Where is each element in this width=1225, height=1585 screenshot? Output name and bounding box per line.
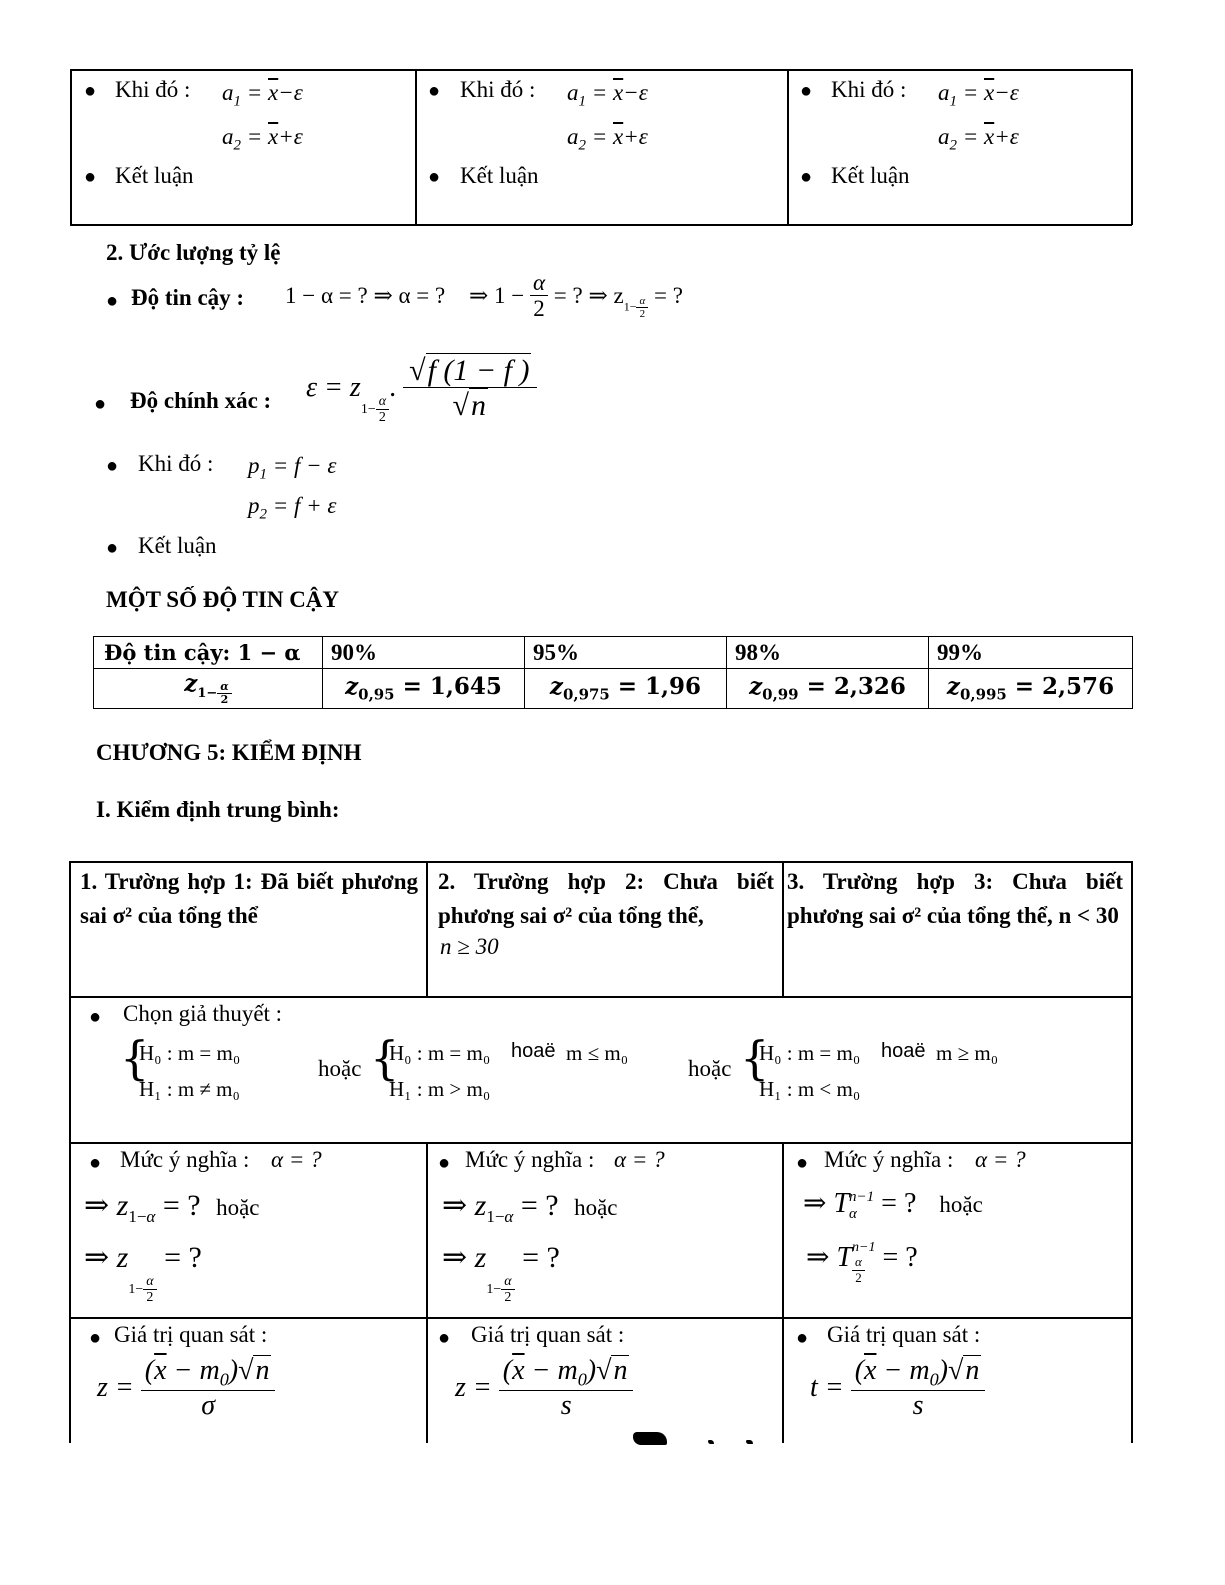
z-statistic-formula: z = $\frac{(\overline{x} - m_0)√n}{\sigma}$ bbox=[97, 1355, 275, 1421]
z-value: $z_{0,995} = 2,576$ bbox=[929, 669, 1133, 709]
hoac-text: hoặc bbox=[688, 1056, 732, 1081]
bullet-icon: ● bbox=[106, 537, 119, 559]
bullet-icon: ● bbox=[106, 290, 119, 312]
khi-do-label: Khi đó : bbox=[460, 77, 536, 102]
a1-formula: $a_1 = \overline{x}-\varepsilon$ bbox=[938, 80, 1019, 110]
hoae-text: hoaë bbox=[511, 1040, 556, 1062]
muc-y-nghia-label: Mức ý nghĩa : bbox=[824, 1147, 954, 1172]
z-critical-two-sided: ⇒ z1− $\frac{\alpha}{2}$ = ? bbox=[84, 1241, 202, 1306]
bullet-icon: ● bbox=[89, 1152, 102, 1174]
bullet-icon: ● bbox=[89, 1006, 102, 1028]
muc-y-nghia-label: Mức ý nghĩa : bbox=[120, 1147, 250, 1172]
case-2-condition: n ≥ 30 bbox=[440, 934, 499, 959]
z-value: $z_{0,95} = 1,645$ bbox=[323, 669, 525, 709]
z-critical-formula: ⇒ $z_{1-\alpha}$ = ? hoặc bbox=[84, 1189, 260, 1226]
khi-do-label: Khi đó : bbox=[831, 77, 907, 102]
brace-icon: { bbox=[370, 1031, 400, 1085]
t-statistic-formula: t = $\frac{(\overline{x} - m_0)√n}{s}$ bbox=[810, 1355, 985, 1421]
bullet-icon: ● bbox=[106, 455, 119, 477]
t-critical-two-sided: ⇒ T n−1 $\frac{\alpha}{2}$ = ? bbox=[806, 1240, 918, 1285]
h0-text: H₀ : m = m₀ bbox=[389, 1041, 491, 1065]
gia-tri-label: Giá trị quan sát : bbox=[827, 1322, 981, 1347]
level-98: 98% bbox=[727, 637, 929, 669]
chon-gia-thuyet-label: Chọn giả thuyết : bbox=[123, 1001, 283, 1026]
z-critical-formula: ⇒ $z_{1-\alpha}$ = ? hoặc bbox=[442, 1189, 618, 1226]
a1-formula: $a_1 = \overline{x}-\varepsilon$ bbox=[567, 80, 648, 110]
a2-formula: $a_2 = \overline{x}+\varepsilon$ bbox=[222, 124, 303, 154]
z-value: $z_{0,975} = 1,96$ bbox=[525, 669, 727, 709]
gia-tri-label: Giá trị quan sát : bbox=[471, 1322, 625, 1347]
a2-formula: $a_2 = \overline{x}+\varepsilon$ bbox=[567, 124, 648, 154]
alpha-formula: α = ? bbox=[614, 1147, 665, 1172]
h1-text: H₁ : m > m₀ bbox=[389, 1077, 491, 1101]
m-ge-text: m ≥ m₀ bbox=[936, 1041, 999, 1065]
hoae-text: hoaë bbox=[881, 1040, 926, 1062]
scan-artifact bbox=[633, 1432, 667, 1445]
ket-luan-label: Kết luận bbox=[115, 163, 194, 188]
mot-so-title: MỘT SỐ ĐỘ TIN CẬY bbox=[106, 587, 340, 612]
confidence-header: Độ tin cậy: 1 − α bbox=[94, 637, 323, 669]
ket-luan-label: Kết luận bbox=[460, 163, 539, 188]
ket-luan-label: Kết luận bbox=[138, 533, 217, 558]
p2-formula: $p_2 = f + \varepsilon$ bbox=[248, 493, 337, 523]
bullet-icon: ● bbox=[438, 1327, 451, 1349]
chapter-title: CHƯƠNG 5: KIỂM ĐỊNH bbox=[96, 740, 362, 765]
do-tin-cay-label: Độ tin cậy : bbox=[131, 285, 245, 310]
tin-cay-formula: 1 − α = ? ⇒ α = ? ⇒ 1 − $\frac{\alpha}{2}$ = ? ⇒ z1− $\frac{\alpha}{2}$ = ? bbox=[285, 270, 683, 322]
section-title: 2. Ước lượng tỷ lệ bbox=[106, 240, 281, 265]
case-1-header: 1. Trường hợp 1: Đã biết phương sai σ² của tổng thể bbox=[80, 869, 418, 928]
ket-luan-label: Kết luận bbox=[831, 163, 910, 188]
level-95: 95% bbox=[525, 637, 727, 669]
brace-icon: { bbox=[120, 1031, 150, 1085]
section-subtitle: I. Kiểm định trung bình: bbox=[96, 797, 340, 822]
gia-tri-label: Giá trị quan sát : bbox=[114, 1322, 268, 1347]
alpha-formula: α = ? bbox=[975, 1147, 1026, 1172]
hoac-text: hoặc bbox=[318, 1056, 362, 1081]
bullet-icon: ● bbox=[800, 80, 813, 102]
scan-artifact bbox=[746, 1440, 753, 1444]
h1-text: H₁ : m ≠ m₀ bbox=[139, 1077, 240, 1101]
case-3-header: 3. Trường hợp 3: Chưa biết phương sai σ² của tổng thể, n < 30 bbox=[787, 869, 1123, 928]
z-label: $z_{1- \frac{\alpha}{2}}$ bbox=[94, 669, 323, 709]
muc-y-nghia-label: Mức ý nghĩa : bbox=[465, 1147, 595, 1172]
level-90: 90% bbox=[323, 637, 525, 669]
khi-do-label: Khi đó : bbox=[138, 451, 214, 476]
scan-artifact bbox=[708, 1440, 714, 1444]
do-chinh-xac-formula: ε = z1− $\frac{\alpha}{2}$ . $\frac{√f (1 - f )}{√n}$ bbox=[306, 350, 537, 426]
a2-formula: $a_2 = \overline{x}+\varepsilon$ bbox=[938, 124, 1019, 154]
bullet-icon: ● bbox=[84, 80, 97, 102]
case-2-header: 2. Trường hợp 2: Chưa biết phương sai σ² của tổng thể, bbox=[438, 869, 774, 928]
h0-text: H₀ : m = m₀ bbox=[759, 1041, 861, 1065]
h0-text: H₀ : m = m₀ bbox=[139, 1041, 241, 1065]
khi-do-label: Khi đó : bbox=[115, 77, 191, 102]
confidence-table bbox=[93, 636, 1133, 709]
bullet-icon: ● bbox=[438, 1152, 451, 1174]
a1-formula: $a_1 = \overline{x}-\varepsilon$ bbox=[222, 80, 303, 110]
alpha-formula: α = ? bbox=[271, 1147, 322, 1172]
h1-text: H₁ : m < m₀ bbox=[759, 1077, 861, 1101]
bullet-icon: ● bbox=[84, 166, 97, 188]
bullet-icon: ● bbox=[89, 1327, 102, 1349]
m-le-text: m ≤ m₀ bbox=[566, 1041, 629, 1065]
z-statistic-formula: z = $\frac{(\overline{x} - m_0)√n}{s}$ bbox=[455, 1355, 633, 1421]
bullet-icon: ● bbox=[800, 166, 813, 188]
z-value: $z_{0,99} = 2,326$ bbox=[727, 669, 929, 709]
p1-formula: $p_1 = f - \varepsilon$ bbox=[248, 453, 337, 483]
z-critical-two-sided: ⇒ z1− $\frac{\alpha}{2}$ = ? bbox=[442, 1241, 560, 1306]
t-critical-formula: ⇒ T n−1 α = ? hoặc bbox=[803, 1188, 983, 1222]
bullet-icon: ● bbox=[428, 80, 441, 102]
bullet-icon: ● bbox=[428, 166, 441, 188]
brace-icon: { bbox=[740, 1031, 770, 1085]
level-99: 99% bbox=[929, 637, 1133, 669]
bullet-icon: ● bbox=[94, 393, 107, 415]
do-chinh-xac-label: Độ chính xác : bbox=[130, 388, 272, 413]
bullet-icon: ● bbox=[796, 1152, 809, 1174]
bullet-icon: ● bbox=[796, 1327, 809, 1349]
